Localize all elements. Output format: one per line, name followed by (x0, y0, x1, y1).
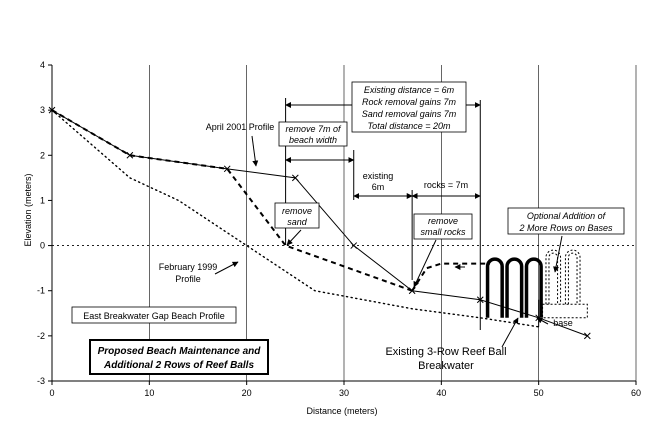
x-tick-label-40: 40 (436, 388, 447, 398)
feb-1999-arrow (215, 262, 238, 274)
existing-distance-line1: Existing distance = 6m (363, 85, 455, 95)
y-tick-label--1: -1 (36, 285, 45, 296)
remove-beach-line2: beach width (288, 135, 338, 145)
y-tick-label-1: 1 (39, 195, 45, 206)
rocks-7m-label: rocks = 7m (423, 180, 469, 190)
series-0-point-4 (351, 243, 357, 249)
existing-distance-line2: Rock removal gains 7m (361, 97, 457, 107)
remove-rocks-arrow (414, 240, 436, 287)
series-line-2 (52, 110, 412, 291)
series-0-point-8 (584, 333, 590, 339)
remove-rocks-line2: small rocks (420, 227, 466, 237)
existing-reef-line2: Breakwater (418, 360, 474, 372)
remove-beach-line1: remove 7m of (285, 124, 341, 134)
x-tick-label-0: 0 (49, 388, 55, 398)
x-tick-label-20: 20 (241, 388, 252, 398)
y-axis-label: Elevation (meters) (23, 173, 33, 247)
reef-balls (488, 250, 588, 327)
series-line-3 (412, 264, 490, 291)
y-tick-label-4: 4 (39, 60, 45, 70)
y-tick-label-0: 0 (39, 240, 45, 251)
existing-6m-line2: 6m (371, 182, 385, 192)
optional-addition-line1: Optional Addition of (526, 211, 606, 221)
existing-distance-line4: Total distance = 20m (367, 121, 451, 131)
existing-reef-ball-0 (488, 259, 503, 318)
base-label: base (553, 318, 573, 328)
feb-1999-line2: Profile (175, 274, 201, 284)
remove-rocks-line1: remove (427, 216, 459, 226)
remove-sand-arrow (287, 230, 301, 245)
y-tick-label-3: 3 (39, 105, 45, 116)
optional-addition-line2: 2 More Rows on Bases (519, 223, 613, 233)
april-2001-label: April 2001 Profile (205, 122, 275, 132)
existing-6m-line1: existing (362, 171, 394, 181)
x-tick-label-30: 30 (338, 388, 350, 398)
y-tick-label--2: -2 (36, 330, 45, 341)
east-breakwater-label: East Breakwater Gap Beach Profile (83, 311, 225, 321)
x-tick-label-60: 60 (630, 388, 642, 398)
optional-reef-ball-1 (565, 250, 580, 304)
remove-sand-line2: sand (287, 217, 307, 227)
optional-reef-ball-inner-1 (568, 253, 577, 304)
optional-reef-ball-inner-0 (549, 253, 558, 304)
optional-reef-base (543, 304, 588, 318)
optional-reef-ball-0 (546, 250, 561, 304)
x-tick-label-50: 50 (533, 388, 544, 398)
y-tick-label--3: -3 (36, 376, 45, 386)
feb-1999-line1: February 1999 (158, 262, 218, 272)
proposed-line1: Proposed Beach Maintenance and (97, 346, 261, 357)
existing-distance-line3: Sand removal gains 7m (361, 109, 457, 119)
april-2001-arrow (252, 136, 256, 166)
existing-reef-line1: Existing 3-Row Reef Ball (385, 346, 507, 358)
remove-sand-line1: remove (281, 206, 313, 216)
x-axis-label: Distance (meters) (306, 406, 378, 416)
y-tick-label-2: 2 (39, 150, 45, 161)
x-tick-label-10: 10 (144, 388, 155, 398)
proposed-line2: Additional 2 Rows of Reef Balls (103, 360, 255, 371)
